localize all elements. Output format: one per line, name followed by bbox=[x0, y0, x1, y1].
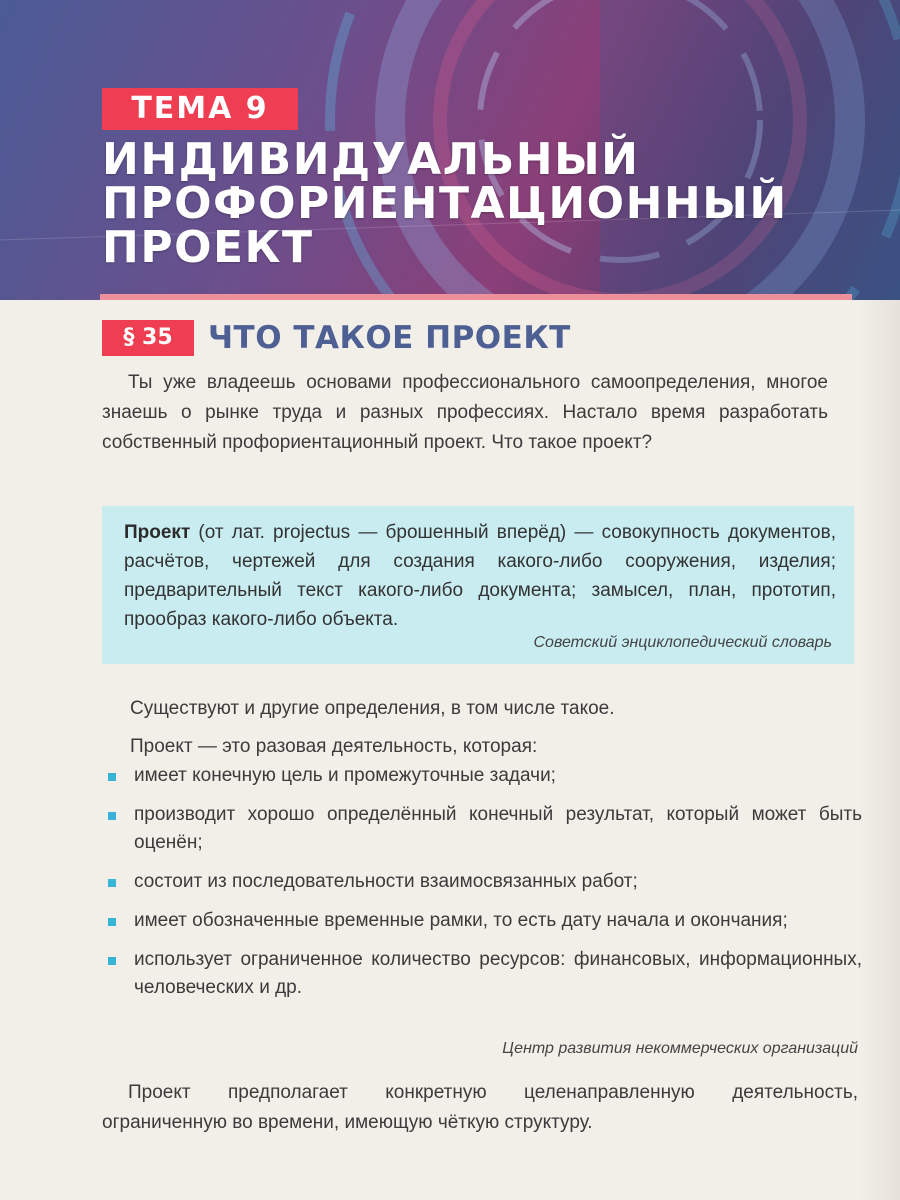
definition-text bbox=[124, 518, 836, 634]
project-characteristics-list bbox=[102, 762, 862, 1013]
list-item-text: использует ограниченное количество ресурсов: финансовых, информационных, человеческих и др. bbox=[134, 949, 862, 998]
list-item bbox=[102, 946, 862, 1002]
closing-paragraph: Проект предполагает конкретную целенаправленную деятельность, ограниченную во времени, имеющую чёткую структуру. bbox=[102, 1082, 858, 1133]
definition-box bbox=[102, 506, 854, 664]
intro-paragraph: Ты уже владеешь основами профессионального самоопределения, многое знаешь о рынке труда и разных профессиях. Настало время разработать собственный профориентационный проект. Что такое проект? bbox=[102, 372, 828, 453]
section-header bbox=[102, 318, 842, 358]
topic-title-line: ИНДИВИДУАЛЬНЫЙ bbox=[102, 134, 640, 185]
page-edge bbox=[858, 300, 900, 1200]
topic-title-line: ПРОФОРИЕНТАЦИОННЫЙ bbox=[102, 178, 788, 229]
list-item bbox=[102, 868, 862, 896]
square-bullet-icon bbox=[108, 918, 116, 926]
topic-banner bbox=[0, 0, 900, 300]
topic-title bbox=[102, 134, 842, 273]
definition-term: Проект bbox=[124, 522, 191, 543]
definition-source: Советский энциклопедический словарь bbox=[533, 634, 832, 651]
other-definitions-paragraph: Существуют и другие определения, в том числе такое. bbox=[130, 698, 615, 719]
section-number-badge: § 35 bbox=[102, 320, 194, 356]
list-item-text: производит хорошо определённый конечный результат, который может быть оценён; bbox=[134, 804, 862, 853]
square-bullet-icon bbox=[108, 957, 116, 965]
divider-line bbox=[100, 294, 852, 300]
list-item-text: имеет конечную цель и промежуточные задачи; bbox=[134, 765, 556, 786]
list-item bbox=[102, 907, 862, 935]
section-title: ЧТО ТАКОЕ ПРОЕКТ bbox=[208, 320, 571, 356]
list-item bbox=[102, 762, 862, 790]
topic-badge: ТЕМА 9 bbox=[102, 88, 298, 130]
square-bullet-icon bbox=[108, 773, 116, 781]
project-definition-lead: Проект — это разовая деятельность, которая: bbox=[130, 736, 538, 757]
list-source: Центр развития некоммерческих организаций bbox=[502, 1040, 858, 1057]
list-item-text: имеет обозначенные временные рамки, то есть дату начала и окончания; bbox=[134, 910, 788, 931]
topic-title-line: ПРОЕКТ bbox=[102, 222, 314, 273]
list-item bbox=[102, 801, 862, 857]
square-bullet-icon bbox=[108, 879, 116, 887]
definition-body: (от лат. projectus — брошенный вперёд) — совокупность документов, расчётов, чертежей для создания какого-либо сооружения, изделия; предварительный текст какого-либо документа; замысел, план, прототип, прообраз какого-либо объекта. bbox=[124, 522, 836, 630]
square-bullet-icon bbox=[108, 812, 116, 820]
list-item-text: состоит из последовательности взаимосвязанных работ; bbox=[134, 871, 638, 892]
